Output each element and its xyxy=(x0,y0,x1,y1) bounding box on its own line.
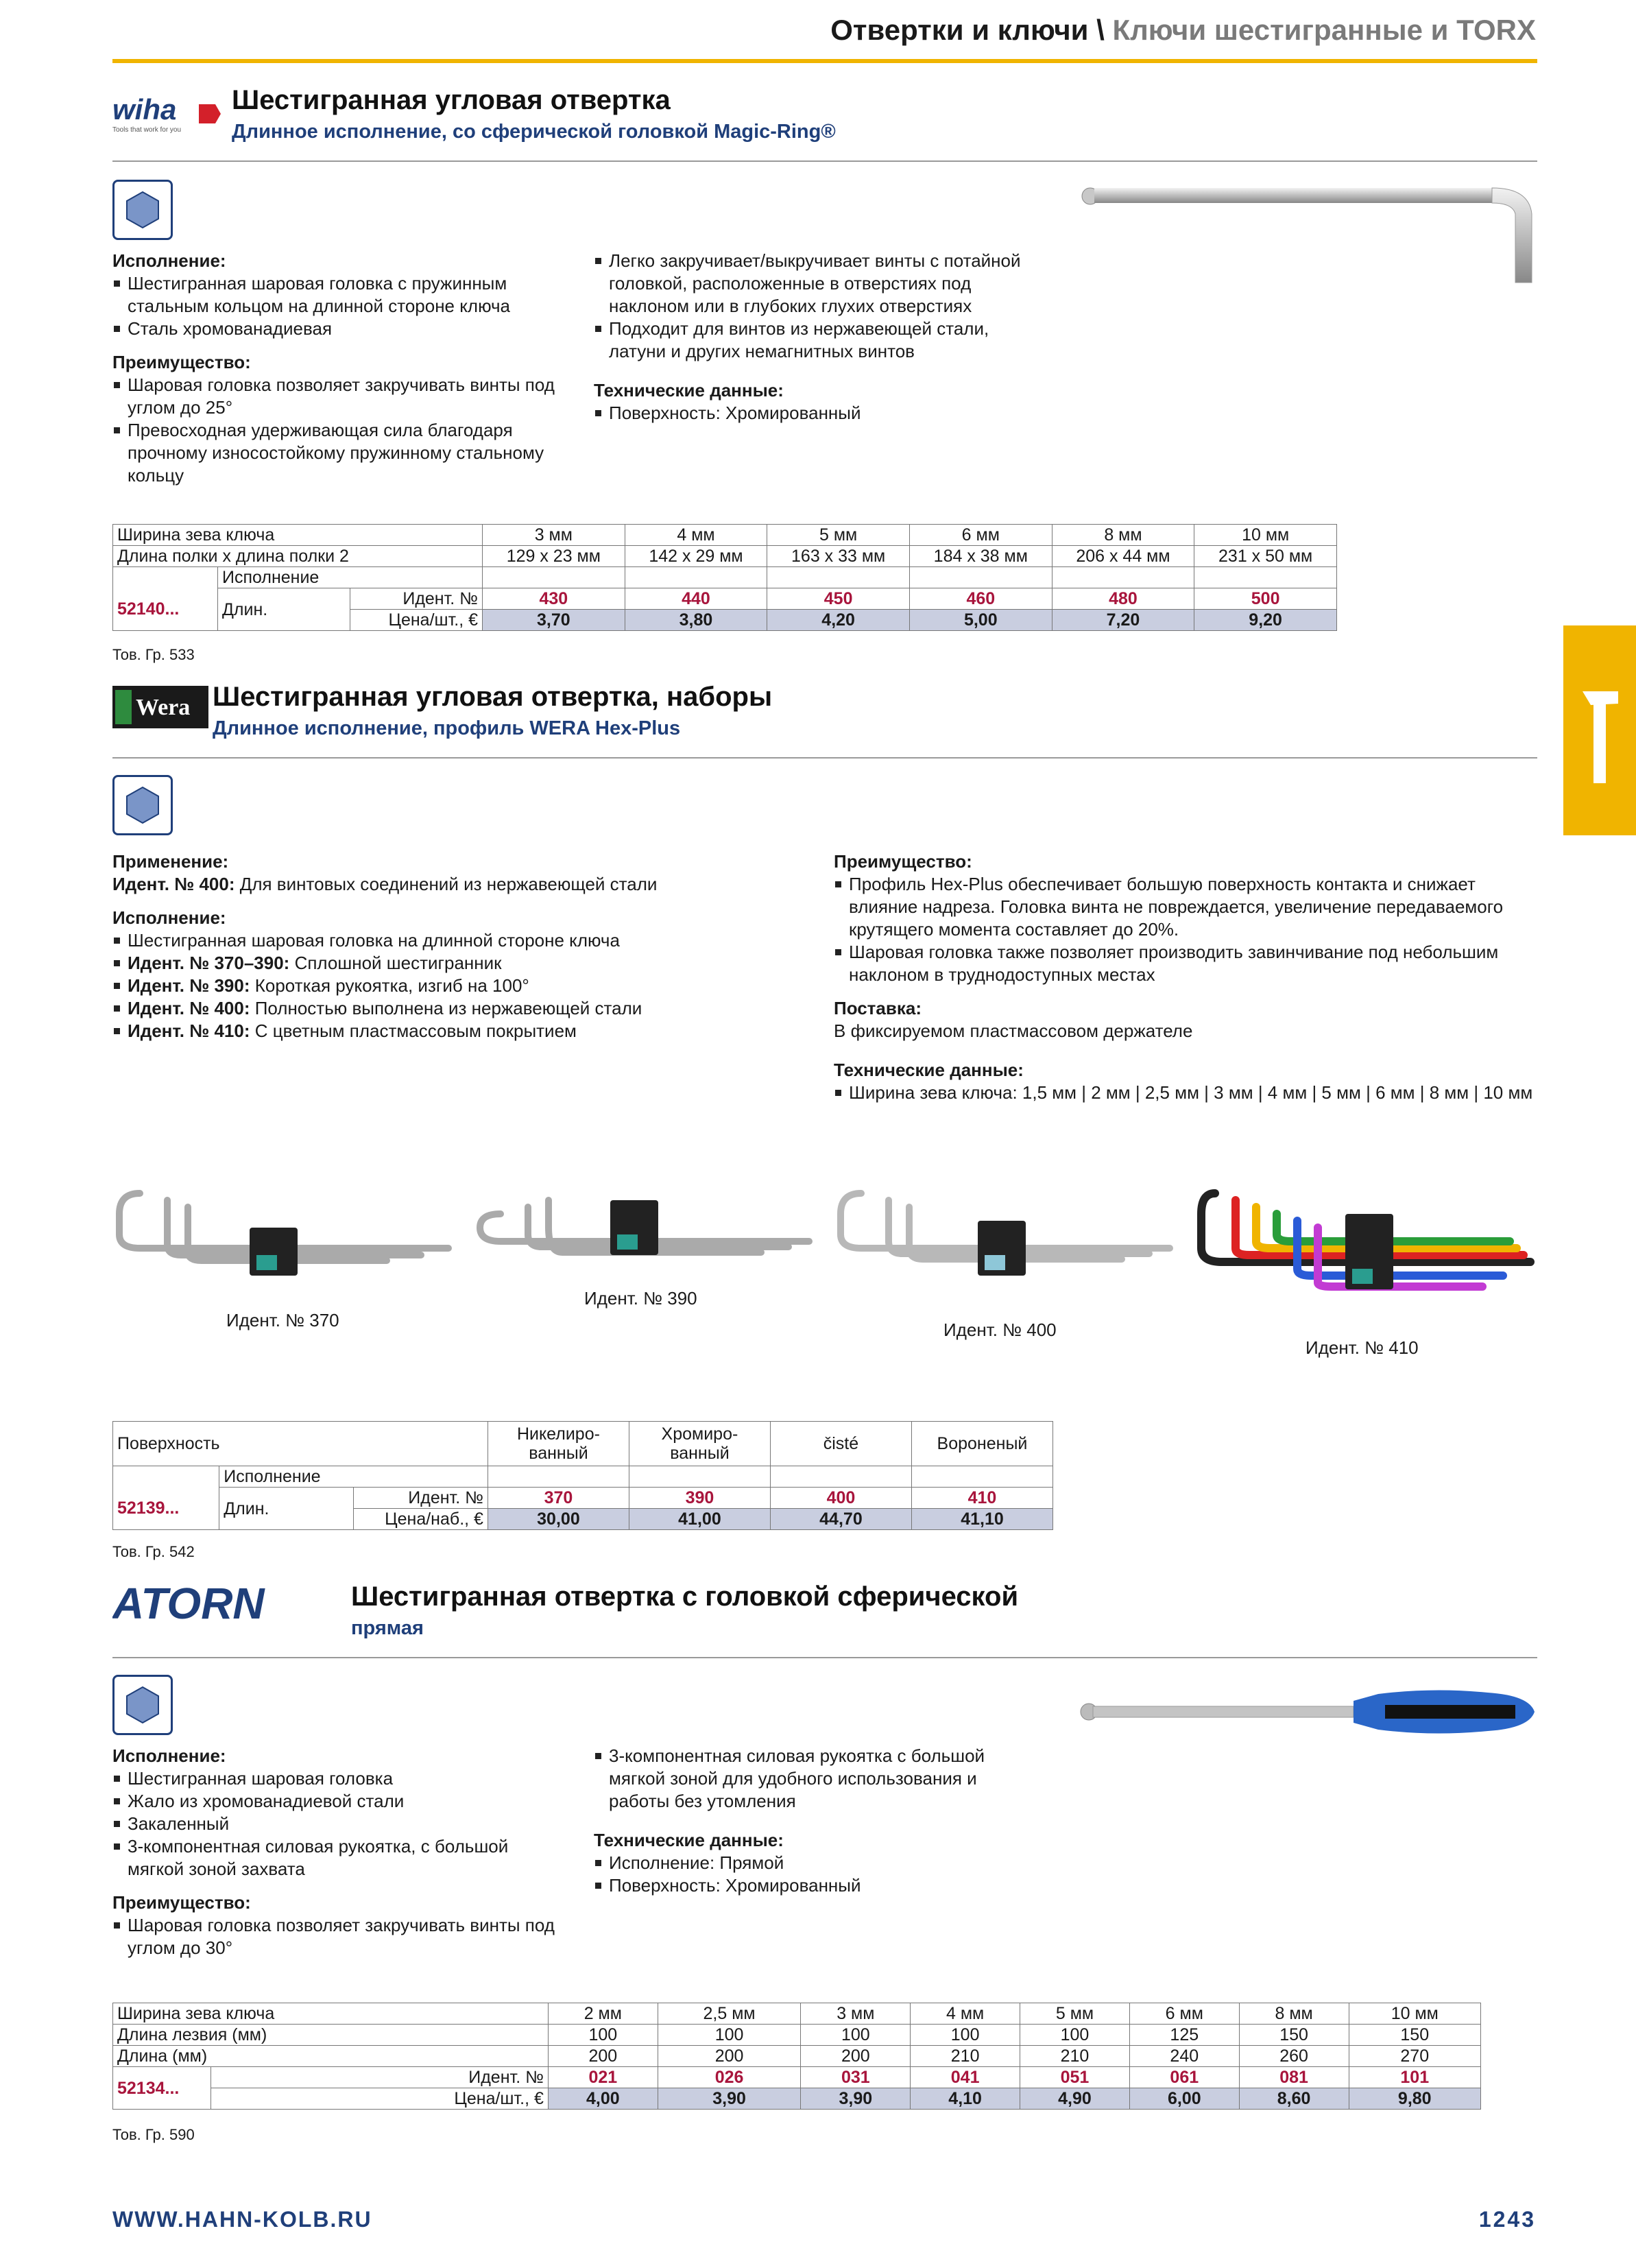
list-item: Поверхность: Хромированный xyxy=(594,402,1033,425)
id-number[interactable]: 410 xyxy=(911,1488,1052,1509)
price: 3,70 xyxy=(483,610,625,631)
id-number[interactable]: 480 xyxy=(1052,588,1194,610)
table-cell: 3 мм xyxy=(801,2003,911,2025)
hex-profile-icon xyxy=(112,775,173,835)
price: 30,00 xyxy=(488,1509,629,1530)
category-tab[interactable] xyxy=(1563,625,1636,835)
id-number[interactable]: 390 xyxy=(629,1488,770,1509)
table-cell: 2 мм xyxy=(548,2003,658,2025)
table-cell: 8 мм xyxy=(1052,525,1194,546)
l-key-image xyxy=(1076,180,1543,293)
list-item: 3-компонентная силовая рукоятка с большой мягкой зоной для удобного использования и работы без утомления xyxy=(594,1745,1033,1813)
atorn-logo xyxy=(112,1580,339,1632)
caption-390: Идент. № 390 xyxy=(584,1288,697,1309)
list-item: Сталь хромованадиевая xyxy=(112,318,558,340)
section1-adv-head: Преимущество: xyxy=(112,352,251,372)
key-set-410-image xyxy=(1194,1186,1537,1320)
price: 4,90 xyxy=(1020,2088,1130,2110)
key-set-370-image xyxy=(112,1180,455,1293)
price-label: Цена/шт., € xyxy=(350,610,483,631)
section2-app-head: Применение: xyxy=(112,851,229,872)
table-cell: 4 мм xyxy=(625,525,767,546)
section3-rule xyxy=(112,1657,1537,1658)
id-label: Идент. № xyxy=(350,588,483,610)
section1-col2 xyxy=(594,250,1033,435)
variant-label: Длин. xyxy=(218,588,350,631)
section2-tech-head: Технические данные: xyxy=(834,1060,1024,1080)
section1-subtitle: Длинное исполнение, со сферической головкой Magic-Ring® xyxy=(232,121,836,143)
section1-col1 xyxy=(112,250,558,498)
price: 44,70 xyxy=(770,1509,911,1530)
table-cell: 8 мм xyxy=(1239,2003,1349,2025)
section2-title: Шестигранная угловая отвертка, наборы xyxy=(213,682,773,712)
section2-exec-head: Исполнение: xyxy=(112,907,226,928)
price: 41,00 xyxy=(629,1509,770,1530)
id-number[interactable]: 021 xyxy=(548,2067,658,2088)
section3-col1 xyxy=(112,1745,565,1970)
id-number[interactable]: 430 xyxy=(483,588,625,610)
table-cell: 6 мм xyxy=(1129,2003,1239,2025)
section2-rule xyxy=(112,757,1537,759)
atorn-logo-text: ATORN xyxy=(112,1580,265,1628)
table-cell: 100 xyxy=(911,2025,1020,2046)
table-cell: 163 x 33 мм xyxy=(767,546,910,567)
table-row-label: Ширина зева ключа xyxy=(113,525,483,546)
section2-col2 xyxy=(834,850,1533,1115)
list-item: Шестигранная шаровая головка на длинной стороне ключа xyxy=(112,929,812,952)
article-number: 52140... xyxy=(113,588,218,631)
table-cell: 142 x 29 мм xyxy=(625,546,767,567)
price: 3,90 xyxy=(801,2088,911,2110)
list-item: Исполнение: Прямой xyxy=(594,1852,1033,1874)
id-number[interactable]: 041 xyxy=(911,2067,1020,2088)
price: 41,10 xyxy=(911,1509,1052,1530)
price-label: Цена/шт., € xyxy=(211,2088,549,2110)
section1-price-table xyxy=(112,524,1337,631)
list-item: Шаровая головка позволяет закручивать винты под углом до 30° xyxy=(112,1914,565,1959)
variant-label: Длин. xyxy=(219,1488,354,1530)
section3-title: Шестигранная отвертка с головкой сферической xyxy=(351,1581,1019,1612)
table-cell: 10 мм xyxy=(1194,525,1337,546)
table-cell: 210 xyxy=(911,2046,1020,2067)
id-number[interactable]: 051 xyxy=(1020,2067,1130,2088)
header-rule xyxy=(112,59,1537,63)
article-number: 52139... xyxy=(113,1488,219,1530)
section3-tech-head: Технические данные: xyxy=(594,1830,784,1850)
id-number[interactable]: 460 xyxy=(909,588,1052,610)
supply-text: В фиксируемом пластмассовом держателе xyxy=(834,1020,1193,1041)
table-cell: 150 xyxy=(1349,2025,1480,2046)
app-text: Для винтовых соединений из нержавеющей стали xyxy=(234,874,658,894)
key-set-400-image xyxy=(834,1180,1177,1293)
table-cell: 206 x 44 мм xyxy=(1052,546,1194,567)
section3-subtitle: прямая xyxy=(351,1617,424,1639)
page-number: 1243 xyxy=(1478,2207,1536,2232)
article-number: 52134... xyxy=(113,2067,211,2110)
table-row-label: Ширина зева ключа xyxy=(113,2003,549,2025)
table-cell: 129 x 23 мм xyxy=(483,546,625,567)
section3-col2 xyxy=(594,1745,1033,1908)
price: 4,10 xyxy=(911,2088,1020,2110)
id-number[interactable]: 450 xyxy=(767,588,910,610)
hex-profile-icon xyxy=(112,1675,173,1735)
id-number[interactable]: 440 xyxy=(625,588,767,610)
section1-exec-head: Исполнение: xyxy=(112,250,226,271)
table-cell: 260 xyxy=(1239,2046,1349,2067)
list-item: Жало из хромованадиевой стали xyxy=(112,1790,565,1813)
list-item: Идент. № 410: С цветным пластмассовым покрытием xyxy=(112,1020,812,1042)
caption-370: Идент. № 370 xyxy=(226,1310,339,1330)
table-cell: 184 x 38 мм xyxy=(909,546,1052,567)
list-item: Легко закручивает/выкручивает винты с потайной головкой, расположенные в отверстиях под наклоном или в глубоких глухих отверстиях xyxy=(594,250,1033,318)
table-cell: 240 xyxy=(1129,2046,1239,2067)
id-number[interactable]: 400 xyxy=(770,1488,911,1509)
id-number[interactable]: 081 xyxy=(1239,2067,1349,2088)
table-cell: 4 мм xyxy=(911,2003,1020,2025)
wiha-logo xyxy=(112,92,222,138)
table-row-label: Длина полки х длина полки 2 xyxy=(113,546,483,567)
table-cell: 200 xyxy=(658,2046,801,2067)
section3-adv-head: Преимущество: xyxy=(112,1892,251,1913)
page-header xyxy=(830,14,1536,47)
price: 6,00 xyxy=(1129,2088,1239,2110)
table-cell: 270 xyxy=(1349,2046,1480,2067)
price: 5,00 xyxy=(909,610,1052,631)
table-cell: 5 мм xyxy=(1020,2003,1130,2025)
table-cell: 3 мм xyxy=(483,525,625,546)
id-number[interactable]: 370 xyxy=(488,1488,629,1509)
id-label: Идент. № xyxy=(211,2067,549,2088)
price: 4,00 xyxy=(548,2088,658,2110)
section3-exec-head: Исполнение: xyxy=(112,1745,226,1766)
price: 7,20 xyxy=(1052,610,1194,631)
caption-400: Идент. № 400 xyxy=(943,1320,1057,1340)
list-item: Закаленный xyxy=(112,1813,565,1835)
price: 9,80 xyxy=(1349,2088,1480,2110)
table-exec-label: Исполнение xyxy=(219,1466,488,1488)
table-cell: 10 мм xyxy=(1349,2003,1480,2025)
header-separator: \ xyxy=(1088,14,1113,46)
product-group: Тов. Гр. 542 xyxy=(112,1543,195,1560)
list-item: Идент. № 400: Полностью выполнена из нержавеющей стали xyxy=(112,997,812,1020)
price: 3,80 xyxy=(625,610,767,631)
table-row-label: Длина лезвия (мм) xyxy=(113,2025,549,2046)
id-number[interactable]: 031 xyxy=(801,2067,911,2088)
list-item: Шаровая головка позволяет закручивать винты под углом до 25° xyxy=(112,374,558,419)
table-cell: 231 x 50 мм xyxy=(1194,546,1337,567)
price: 3,90 xyxy=(658,2088,801,2110)
product-group: Тов. Гр. 590 xyxy=(112,2126,195,2143)
table-row-label: Поверхность xyxy=(113,1422,488,1466)
id-number[interactable]: 500 xyxy=(1194,588,1337,610)
product-group: Тов. Гр. 533 xyxy=(112,646,195,663)
list-item: 3-компонентная силовая рукоятка, с большой мягкой зоной захвата xyxy=(112,1835,565,1881)
wera-logo xyxy=(112,686,208,732)
hammer-icon xyxy=(1563,625,1636,835)
table-cell: 125 xyxy=(1129,2025,1239,2046)
table-exec-label: Исполнение xyxy=(218,567,483,588)
table-cell: 150 xyxy=(1239,2025,1349,2046)
list-item: Идент. № 370–390: Сплошной шестигранник xyxy=(112,952,812,975)
table-cell: Вороненый xyxy=(911,1422,1052,1466)
caption-410: Идент. № 410 xyxy=(1306,1337,1419,1358)
section2-adv-head: Преимущество: xyxy=(834,851,972,872)
table-cell: 210 xyxy=(1020,2046,1130,2067)
section2-supply-head: Поставка: xyxy=(834,998,922,1018)
header-category: Отвертки и ключи xyxy=(830,14,1089,46)
price: 9,20 xyxy=(1194,610,1337,631)
wiha-logo-text: wiha xyxy=(112,93,177,126)
list-item: Шестигранная шаровая головка с пружинным стальным кольцом на длинной стороне ключа xyxy=(112,272,558,318)
hex-profile-icon xyxy=(112,180,173,240)
list-item: Шестигранная шаровая головка xyxy=(112,1767,565,1790)
table-cell: Никелиро-ванный xyxy=(488,1422,629,1466)
table-cell: 5 мм xyxy=(767,525,910,546)
section2-price-table xyxy=(112,1421,1053,1530)
price: 4,20 xyxy=(767,610,910,631)
wera-logo-text: Wera xyxy=(136,695,191,720)
app-bold: Идент. № 400: xyxy=(112,874,235,894)
list-item: Идент. № 390: Короткая рукоятка, изгиб на 100° xyxy=(112,975,812,997)
section1-rule xyxy=(112,160,1537,162)
list-item: Превосходная удерживающая сила благодаря прочному износостойкому пружинному стальному кольцу xyxy=(112,419,558,487)
list-item: Ширина зева ключа: 1,5 мм | 2 мм | 2,5 мм | 3 мм | 4 мм | 5 мм | 6 мм | 8 мм | 10 мм xyxy=(834,1082,1533,1104)
section1-title: Шестигранная угловая отвертка xyxy=(232,85,671,115)
table-cell: 6 мм xyxy=(909,525,1052,546)
table-row-label: Длина (мм) xyxy=(113,2046,549,2067)
table-cell: 2,5 мм xyxy=(658,2003,801,2025)
header-subcategory: Ключи шестигранные и TORX xyxy=(1112,14,1536,46)
table-cell: 200 xyxy=(801,2046,911,2067)
section2-subtitle: Длинное исполнение, профиль WERA Hex-Plus xyxy=(213,717,681,739)
footer-url-link[interactable]: WWW.HAHN-KOLB.RU xyxy=(112,2207,372,2232)
table-cell: 100 xyxy=(658,2025,801,2046)
list-item: Шаровая головка также позволяет производить завинчивание под небольшим наклоном в труднодоступных местах xyxy=(834,941,1533,986)
table-cell: 100 xyxy=(801,2025,911,2046)
id-label: Идент. № xyxy=(354,1488,488,1509)
section2-col1 xyxy=(112,850,812,1053)
section1-tech-head: Технические данные: xyxy=(594,380,784,401)
section3-price-table xyxy=(112,2003,1481,2110)
screwdriver-image xyxy=(1076,1673,1543,1752)
list-item: Подходит для винтов из нержавеющей стали, латуни и других немагнитных винтов xyxy=(594,318,1033,363)
table-cell: 100 xyxy=(548,2025,658,2046)
table-cell: čisté xyxy=(770,1422,911,1466)
list-item: Поверхность: Хромированный xyxy=(594,1874,1033,1897)
list-item: Профиль Hex-Plus обеспечивает большую поверхность контакта и снижает влияние надреза. Головка винта не повреждается, увеличение передаваемого крутящего момента составляет до 20%. xyxy=(834,873,1533,941)
price-label: Цена/наб., € xyxy=(354,1509,488,1530)
id-number[interactable]: 026 xyxy=(658,2067,801,2088)
table-cell: 100 xyxy=(1020,2025,1130,2046)
table-cell: 200 xyxy=(548,2046,658,2067)
key-set-390-image xyxy=(473,1180,816,1272)
id-number[interactable]: 101 xyxy=(1349,2067,1480,2088)
id-number[interactable]: 061 xyxy=(1129,2067,1239,2088)
wiha-tagline: Tools that work for you xyxy=(112,126,182,134)
table-cell: Хромиро-ванный xyxy=(629,1422,770,1466)
price: 8,60 xyxy=(1239,2088,1349,2110)
